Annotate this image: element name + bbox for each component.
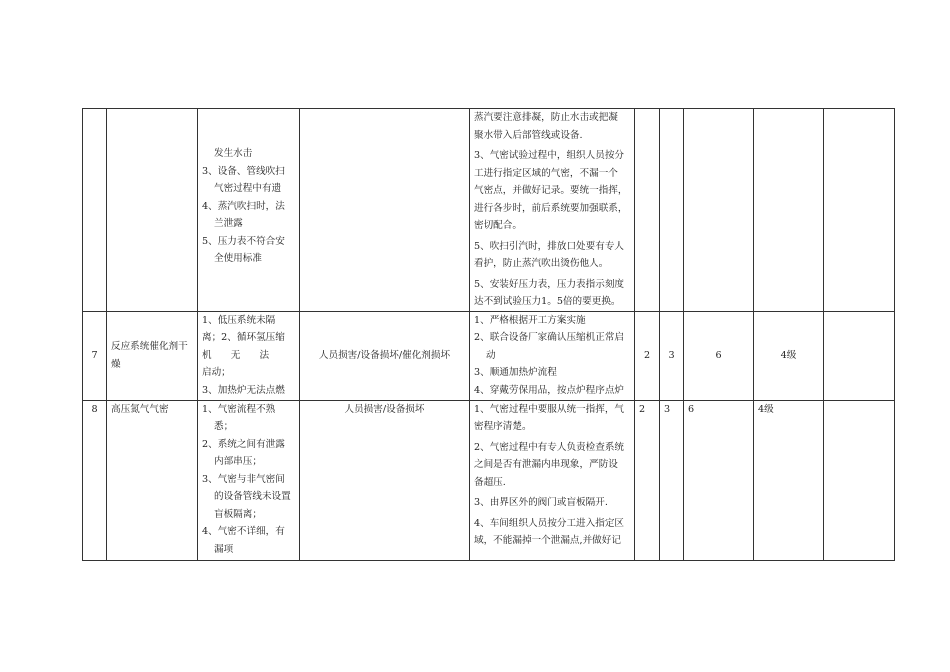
hazard-causes-cell	[198, 109, 300, 312]
cause-line: 兰泄露	[214, 218, 243, 229]
measure-line: 2、联合设备厂家确认压缩机正常启	[474, 332, 625, 343]
measure-line: 密程序清楚。	[474, 421, 532, 432]
measure-line: 密切配合。	[474, 220, 522, 231]
likelihood-cell	[635, 109, 660, 312]
cause-line: 3、加热炉无法点燃	[202, 384, 285, 396]
measure-line: 1、气密过程中要服从统一指挥，气	[474, 403, 625, 415]
cause-line: 3、设备、管线吹扫	[202, 165, 285, 177]
cause-line: 的设备管线未设置	[214, 491, 291, 502]
risk-score-cell: 6	[684, 311, 754, 400]
risk-score-cell	[684, 109, 754, 312]
remarks-cell	[824, 109, 895, 312]
task-name-cell	[107, 109, 198, 312]
measure-line: 3、顺通加热炉流程	[474, 367, 557, 378]
cause-line: 4、气密不详细，有	[202, 526, 285, 537]
cause-line: 内部串压；	[214, 456, 262, 467]
hazard-causes-cell	[198, 311, 300, 400]
risk-assessment-table	[82, 108, 895, 561]
hazard-causes-cell	[198, 400, 300, 560]
measure-line: 4、车间组织人员按分工进入指定区	[474, 517, 625, 529]
cause-line: 4、蒸汽吹扫时，法	[202, 200, 285, 212]
cause-line: 全使用标准	[214, 253, 262, 264]
task-name-cell: 反应系统催化剂干燥	[107, 311, 198, 400]
cause-line: 离；2、循环氢压缩	[202, 332, 285, 343]
measure-line: 之间是否有泄漏内串现象，严防设	[474, 459, 618, 470]
measure-line: 达不到试验压力1。5倍的要更换。	[474, 296, 621, 307]
cause-line: 3、气密与非气密间	[202, 473, 285, 485]
cause-line: 漏项	[214, 543, 234, 555]
table-row	[83, 311, 895, 400]
measure-line: 4、穿戴劳保用品，按点炉程序点炉	[474, 384, 625, 396]
measure-line: 工进行指定区域的气密，不漏一个	[474, 167, 618, 179]
cause-line: 2、系统之间有泄露	[202, 438, 285, 450]
cause-line: 气密过程中有遗	[214, 183, 282, 194]
measure-line: 1、严格根据开工方案实施	[474, 314, 586, 326]
cause-line: 1、低压系统未隔	[202, 314, 276, 326]
likelihood-cell: 2	[635, 400, 660, 560]
remarks-cell	[824, 311, 895, 400]
consequence-cell: 人员损害/设备损坏/催化剂损坏	[300, 311, 470, 400]
control-measures-cell	[470, 400, 635, 560]
cause-line: 5、压力表不符合安	[202, 235, 285, 247]
control-measures-cell	[470, 109, 635, 312]
cause-line: 悉；	[214, 421, 234, 432]
risk-level-cell: 4级	[754, 311, 824, 400]
row-number-cell: 8	[83, 400, 107, 560]
severity-cell: 3	[660, 311, 684, 400]
likelihood-cell: 2	[635, 311, 660, 400]
control-measures-cell	[470, 311, 635, 400]
consequence-cell	[300, 109, 470, 312]
consequence-cell: 人员损害/设备损坏	[300, 400, 470, 560]
measure-line: 5、安装好压力表，压力表指示刻度	[474, 278, 625, 290]
measure-line: 聚水带入后部管线或设备.	[474, 129, 583, 141]
task-name-cell: 高压氮气气密	[107, 400, 198, 560]
severity-cell: 3	[660, 400, 684, 560]
measure-line: 备超压.	[474, 476, 506, 488]
measure-line: 2、气密过程中有专人负责检查系统	[474, 441, 625, 453]
cause-line: 机 无 法	[202, 349, 270, 361]
measure-line: 蒸汽要注意排凝，防止水击或把凝	[474, 112, 618, 123]
measure-line: 气密点，并做好记录。要统一指挥，	[474, 185, 628, 196]
table-row	[83, 400, 895, 560]
risk-score-cell: 6	[684, 400, 754, 560]
row-number-cell	[83, 109, 107, 312]
cause-line: 发生水击	[214, 148, 253, 159]
table-row	[83, 109, 895, 312]
measure-line: 3、由界区外的阀门或盲板隔开.	[474, 497, 608, 508]
measure-line: 5、吹扫引汽时，排放口处要有专人	[474, 240, 625, 252]
cause-line: 盲板隔离；	[214, 508, 262, 520]
risk-level-cell	[754, 109, 824, 312]
measure-line: 动	[486, 349, 496, 361]
severity-cell	[660, 109, 684, 312]
measure-line: 域，不能漏掉一个泄漏点,并做好记	[474, 535, 621, 546]
measure-line: 进行各步时，前后系统要加强联系，	[474, 202, 628, 214]
cause-line: 1、气密流程不熟	[202, 403, 276, 415]
cause-line: 启动；	[202, 367, 231, 378]
remarks-cell	[824, 400, 895, 560]
row-number-cell: 7	[83, 311, 107, 400]
risk-level-cell: 4级	[754, 400, 824, 560]
measure-line: 看护，防止蒸汽吹出烫伤他人。	[474, 258, 609, 269]
measure-line: 3、气密试验过程中，组织人员按分	[474, 150, 625, 161]
